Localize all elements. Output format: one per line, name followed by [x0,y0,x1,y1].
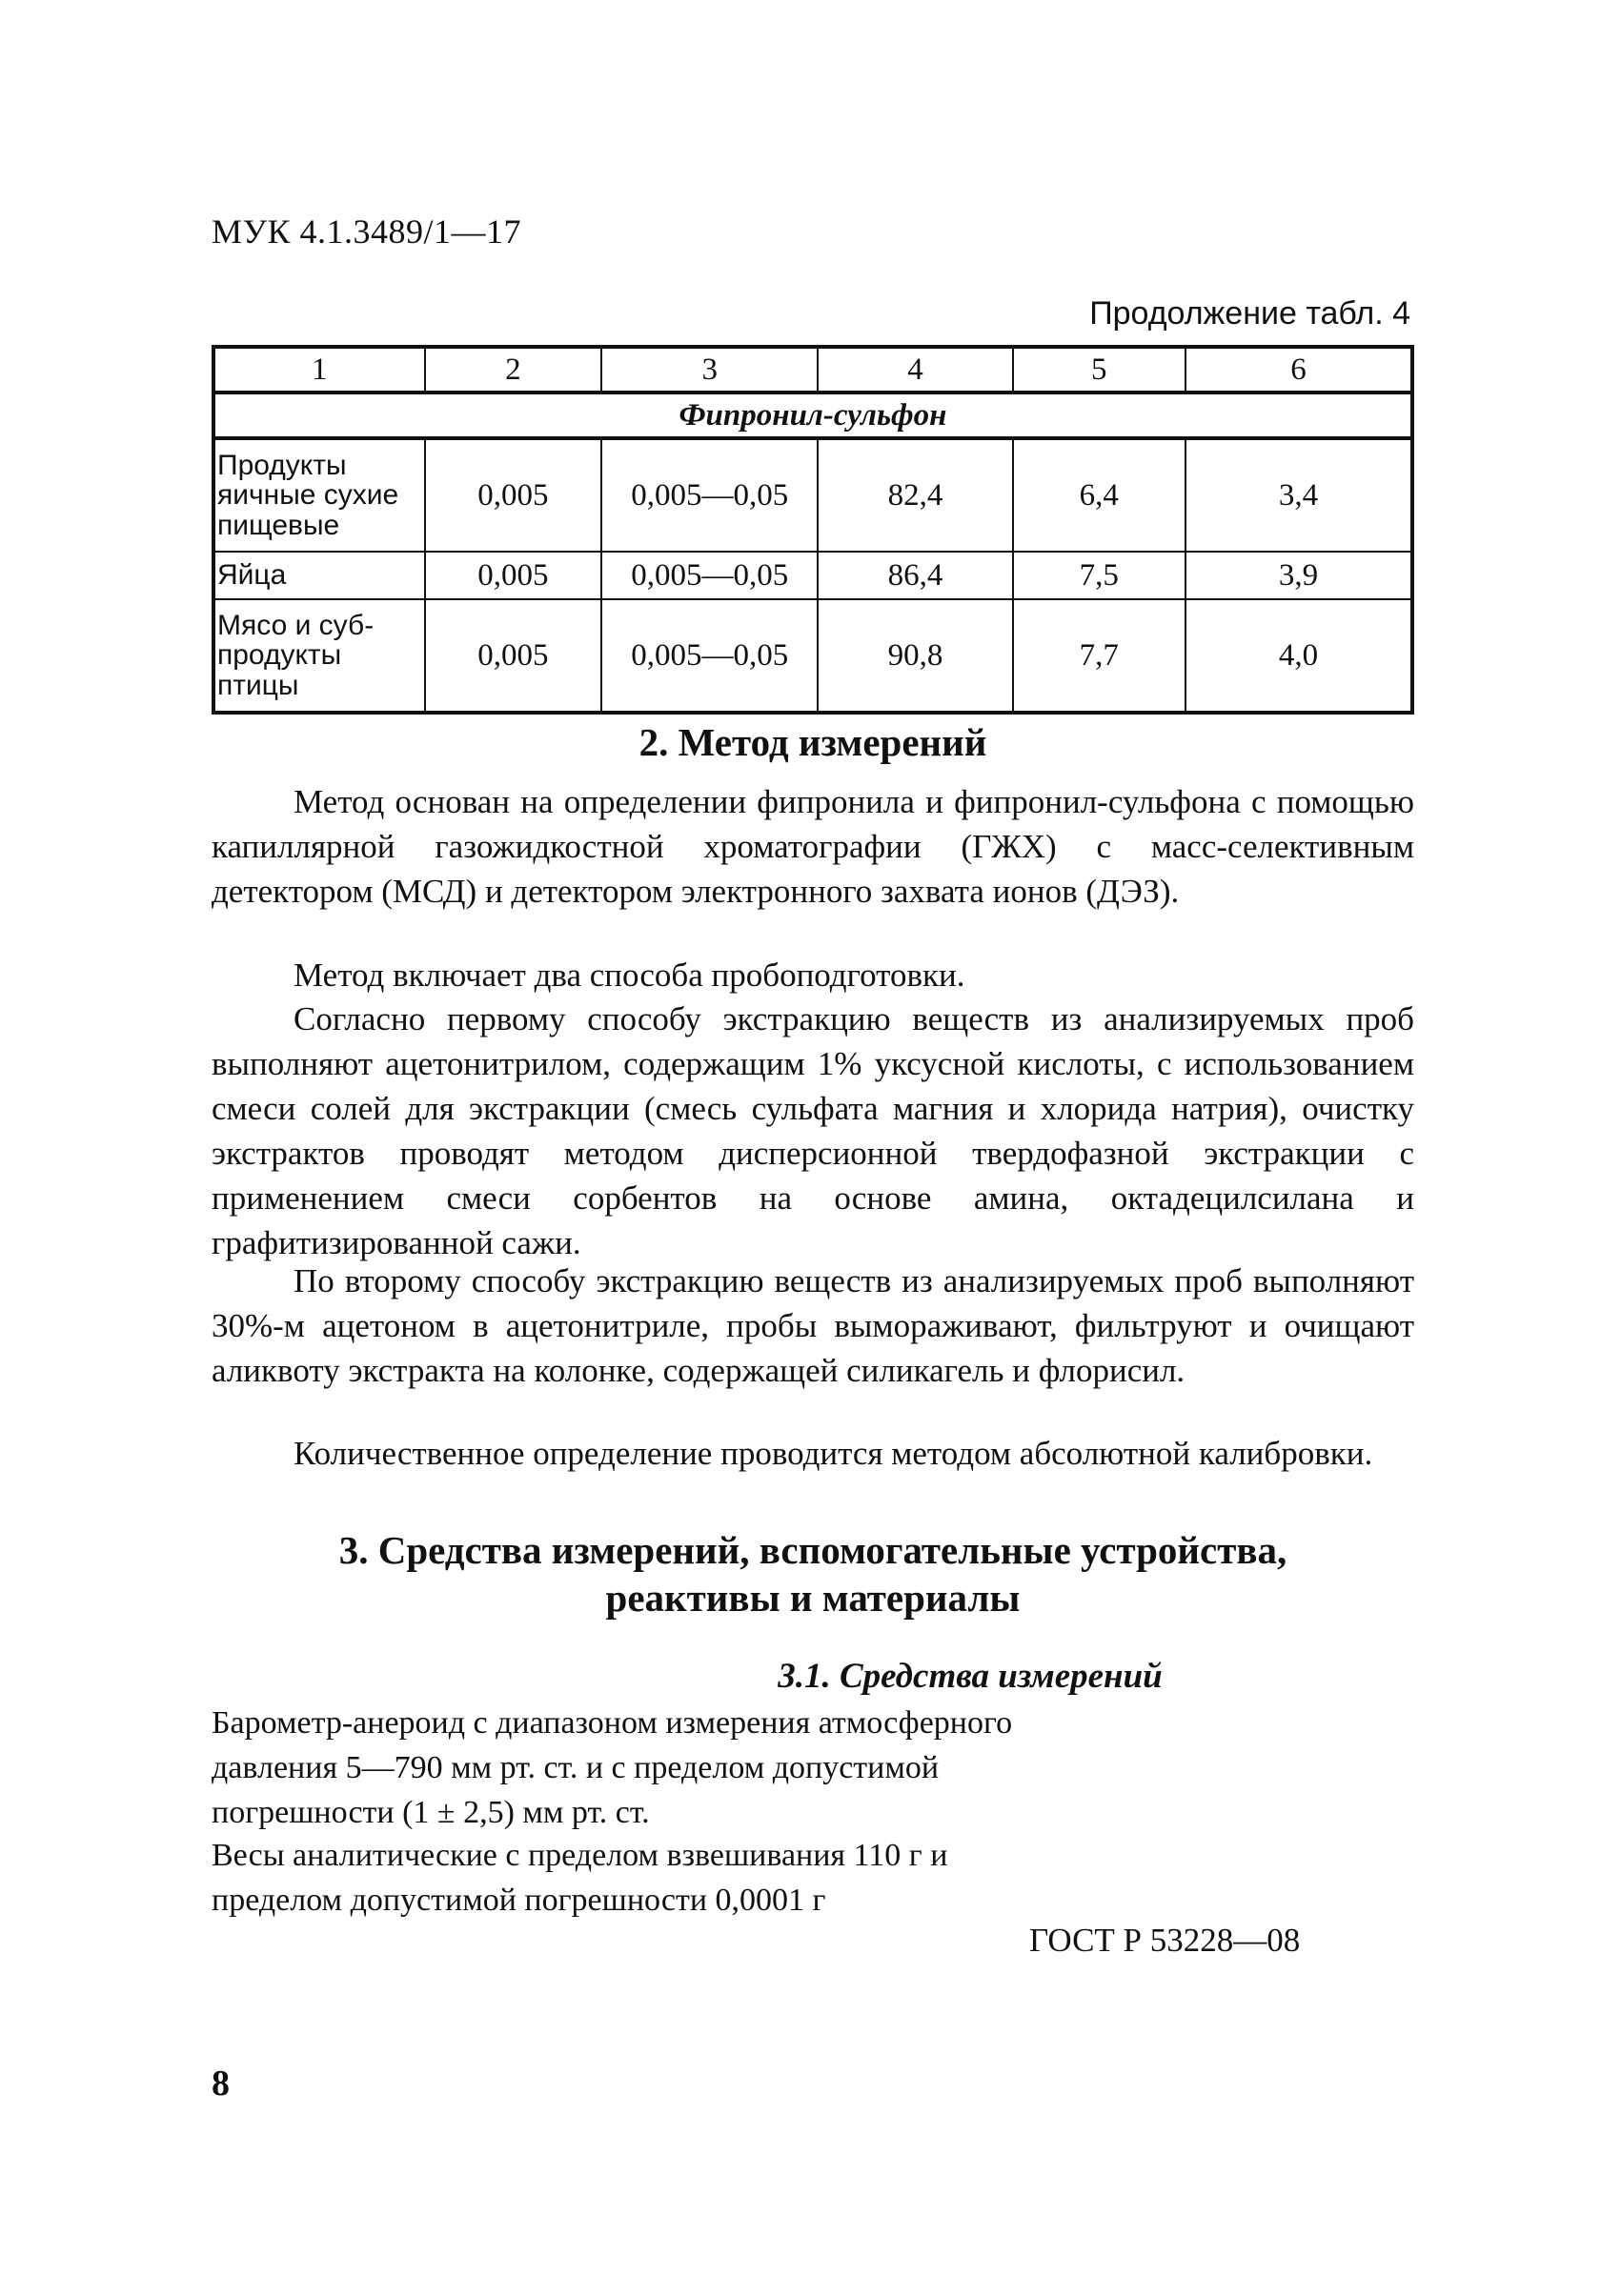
instrument-item: Барометр-анероид с диапазоном измерения атмосферного давления 5—790 мм рт. ст. и с пределом допустимой погрешности (1 ± 2,5) мм рт. ст. [212,1705,1013,1830]
table-cell: 90,8 [818,599,1012,713]
column-header: 6 [1185,347,1412,393]
subsection-heading-text: 3.1. Средства измерений [778,1657,1163,1696]
page-number: 8 [212,2064,230,2104]
paragraph: Метод включает два способа пробоподготовки. [294,957,965,994]
table-cell: 0,005 [425,552,601,599]
table-cell: 86,4 [818,552,1012,599]
instrument-item: Весы аналитические с пределом взвешивания 110 г и пределом допустимой погрешности 0,0001 г [212,1838,948,1918]
row-name: Продукты яичные сухие пищевые [213,438,425,552]
table-row [213,599,1412,713]
table-cell: 82,4 [818,438,1012,552]
table-cell: 7,7 [1013,599,1185,713]
row-name: Мясо и суб-продукты птицы [213,599,425,713]
table-cell: 0,005—0,05 [601,552,818,599]
table-cell: 0,005—0,05 [601,599,818,713]
table-row [213,438,1412,552]
section-3-heading-line-1: 3. Средства измерений, вспомогательные устройства, [338,1528,1287,1572]
subsection-heading [212,1656,1414,1697]
section-2-heading: 2. Метод измерений [638,720,987,764]
column-header: 3 [601,347,818,393]
gost-reference: ГОСТ Р 53228—08 [1029,1922,1301,1959]
paragraph: По второму способу экстракцию веществ из анализируемых проб выполняют 30%-м ацетоном в ацетонитриле, пробы вымораживают, фильтруют и очищают аликвоту экстракта на колонке, содержащей силикагель и флорисил. [212,1262,1414,1389]
table-section-row [213,393,1412,438]
table-cell: 3,4 [1185,438,1412,552]
table-cell: 7,5 [1013,552,1185,599]
paragraph: Метод основан на определении фипронила и фипронил-сульфона с помощью капиллярной газожидкостной хроматографии (ГЖХ) с масс-селективным детектором (МСД) и детектором электронного захвата ионов (ДЭЗ). [212,783,1414,910]
table-header-row [213,347,1412,393]
table-cell: 6,4 [1013,438,1185,552]
row-name: Яйца [213,552,425,599]
data-table [212,345,1414,715]
table-row [213,552,1412,599]
column-header: 4 [818,347,1012,393]
document-code: МУК 4.1.3489/1—17 [212,212,522,251]
column-header: 5 [1013,347,1185,393]
column-header: 2 [425,347,601,393]
section-3-heading-line-2: реактивы и материалы [605,1576,1021,1620]
table-cell: 0,005 [425,438,601,552]
paragraph: Согласно первому способу экстракцию веществ из анализируемых проб выполняют ацетонитрилом, содержащим 1% уксусной кислоты, с использованием смеси солей для экстракции (смесь сульфата магния и хлорида натрия), очистку экстрактов проводят методом дисперсионной твердофазной экстракции с применением смеси сорбентов на основе амина, октадецилсилана и графитизированной сажи. [212,1000,1414,1261]
table-cell: 0,005 [425,599,601,713]
table-section-label: Фипронил-сульфон [213,393,1412,438]
table-caption: Продолжение табл. 4 [1089,295,1410,332]
table-cell: 4,0 [1185,599,1412,713]
paragraph: Количественное определение проводится методом абсолютной калибровки. [294,1435,1373,1472]
table-cell: 3,9 [1185,552,1412,599]
column-header: 1 [213,347,425,393]
table-cell: 0,005—0,05 [601,438,818,552]
